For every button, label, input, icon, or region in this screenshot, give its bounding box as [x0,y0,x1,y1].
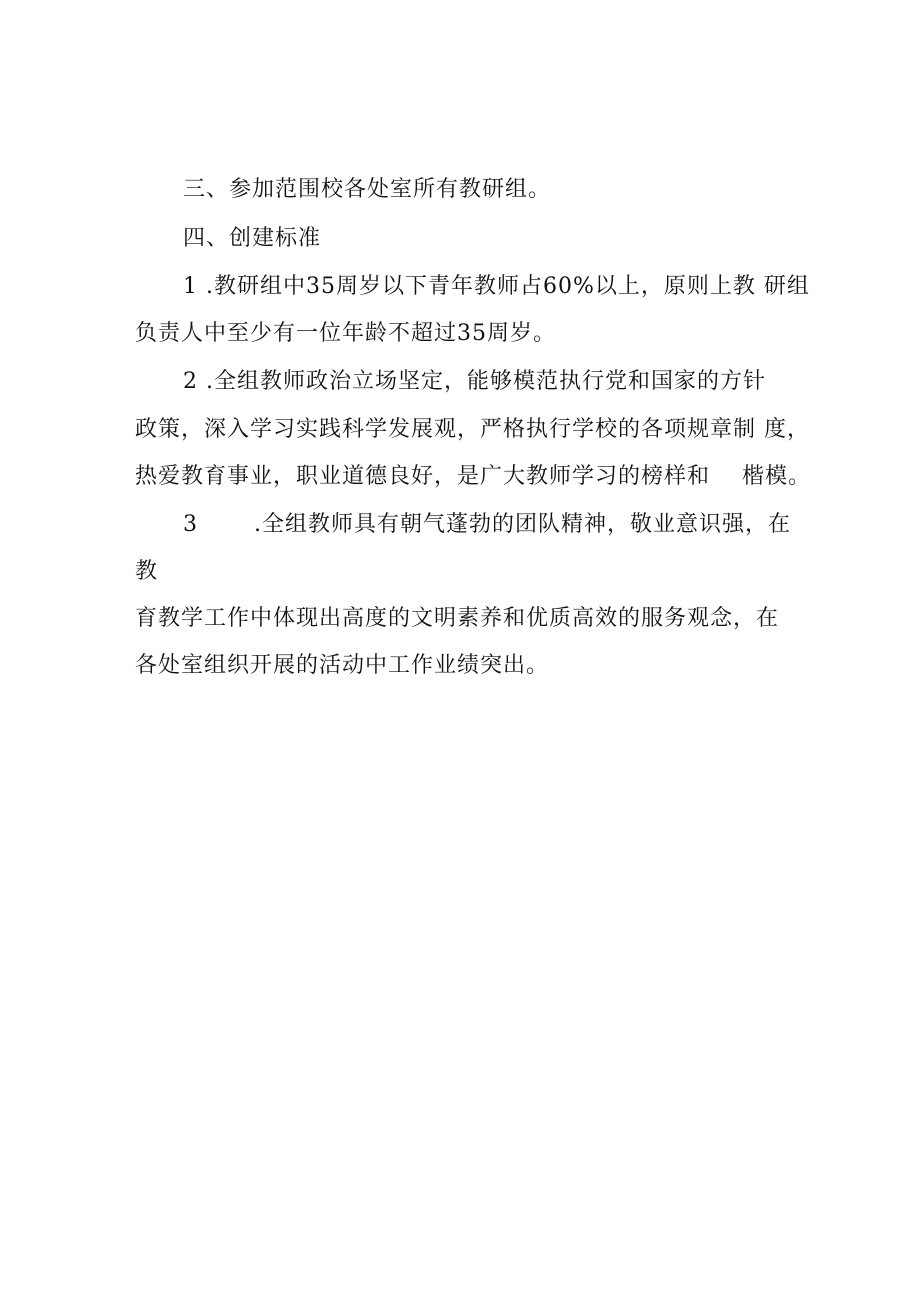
item-3-line-3: 育教学工作中体现出高度的文明素养和优质高效的服务观念，在 [135,606,780,631]
item-2-line-2: 政策，深入学习实践科学发展观，严格执行学校的各项规章制 度， [135,417,810,442]
item-3-line-1: 3 .全组教师具有朝气蓬勃的团队精神，敬业意识强，在 [183,512,791,537]
item-2-line-1: 2 .全组教师政治立场坚定，能够模范执行党和国家的方针 [183,369,766,394]
section-four-heading: 四、创建标准 [183,226,322,251]
section-three-scope: 三、参加范围校各处室所有教研组。 [183,177,552,202]
item-3-line-4: 各处室组织开展的活动中工作业绩突出。 [135,653,550,678]
item-3-line-2: 教 [135,559,159,584]
item-1-line-1: 1 .教研组中35周岁以下青年教师占60%以上，原则上教 研组 [183,274,810,299]
item-2-line-3: 热爱教育事业，职业道德良好，是广大教师学习的榜样和 楷模。 [135,464,811,489]
item-1-line-2: 负责人中至少有一位年龄不超过35周岁。 [135,321,556,346]
